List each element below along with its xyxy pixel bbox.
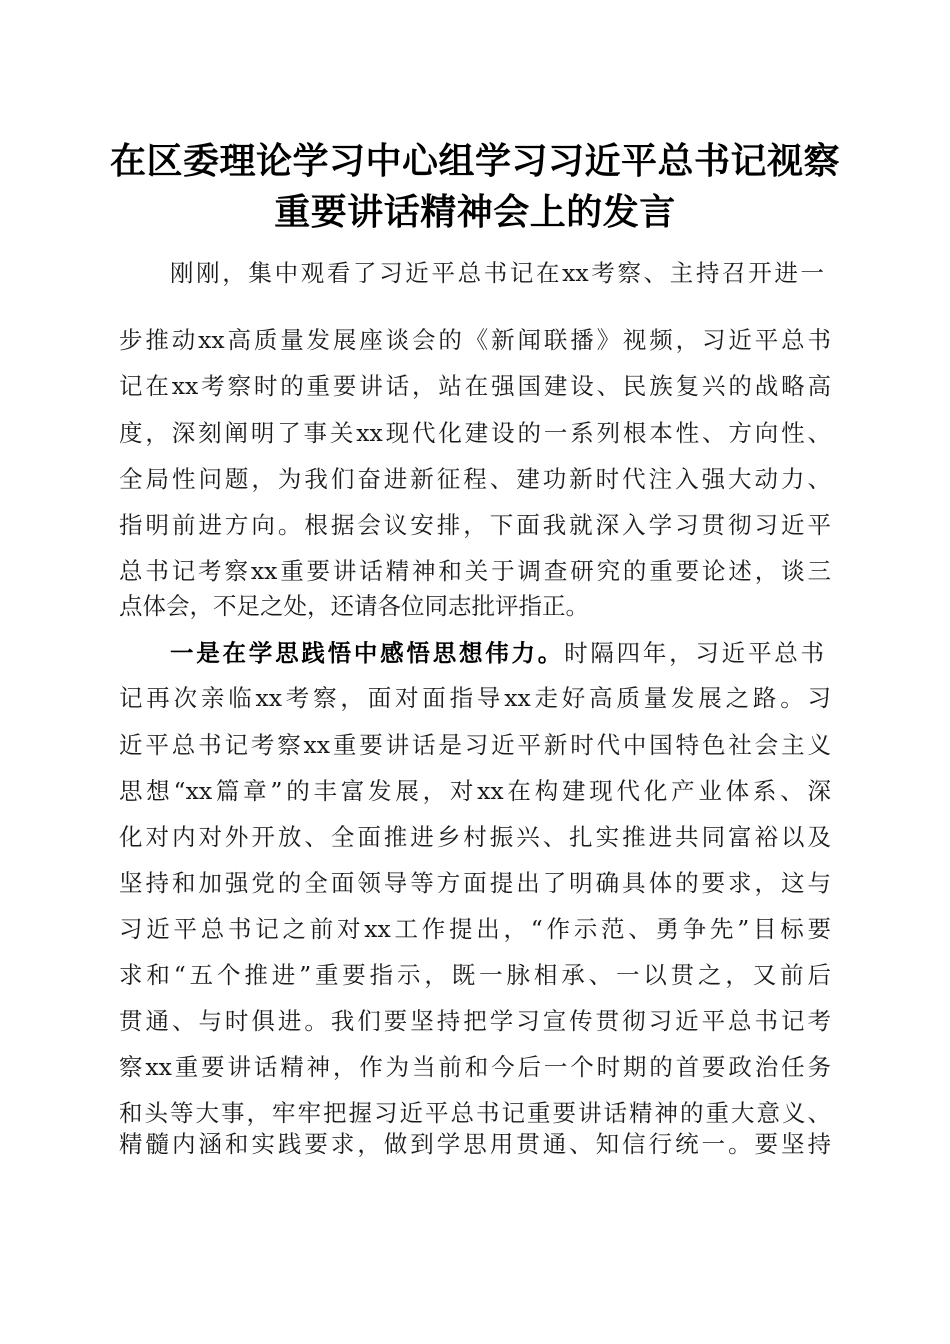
paragraph-1-line-8: 点体会，不足之处，还请各位同志批评指正。	[119, 592, 589, 620]
document-title-line-2: 重要讲话精神会上的发言	[274, 191, 676, 233]
paragraph-2-line-12: 精髓内涵和实践要求，做到学思用贯通、知信行统一。要坚持	[119, 1130, 831, 1158]
paragraph-2-lead-heading: 一是在学思践悟中感悟思想伟力。	[170, 639, 565, 667]
paragraph-1-line-7: 总书记考察xx重要讲话精神和关于调查研究的重要论述，谈三	[119, 557, 831, 585]
paragraph-2-line-4: 思想“xx篇章”的丰富发展，对xx在构建现代化产业体系、深	[119, 777, 831, 805]
paragraph-1-line-1: 刚刚，集中观看了习近平总书记在xx考察、主持召开进一	[170, 259, 824, 287]
paragraph-2-line-11: 和头等大事，牢牢把握习近平总书记重要讲话精神的重大意义、	[119, 1099, 831, 1127]
paragraph-1-line-5: 全局性问题，为我们奋进新征程、建功新时代注入强大动力、	[119, 465, 831, 493]
paragraph-2-line-9: 贯通、与时俱进。我们要坚持把学习宣传贯彻习近平总书记考	[119, 1007, 831, 1035]
paragraph-2-line-5: 化对内对外开放、全面推进乡村振兴、扎实推进共同富裕以及	[119, 823, 831, 851]
paragraph-2-line-1-rest: 时隔四年，习近平总书	[564, 639, 824, 667]
paragraph-2-line-7: 习近平总书记之前对xx工作提出，“作示范、勇争先”目标要	[119, 915, 831, 943]
paragraph-2-line-3: 近平总书记考察xx重要讲话是习近平新时代中国特色社会主义	[119, 731, 831, 759]
paragraph-1-line-3: 记在xx考察时的重要讲话，站在强国建设、民族复兴的战略高	[119, 372, 831, 400]
paragraph-1-line-6: 指明前进方向。根据会议安排，下面我就深入学习贯彻习近平	[119, 511, 831, 539]
document-title-line-1: 在区委理论学习中心组学习习近平总书记视察	[109, 140, 840, 182]
paragraph-1-line-2: 步推动xx高质量发展座谈会的《新闻联播》视频，习近平总书	[119, 326, 831, 354]
paragraph-2-line-6: 坚持和加强党的全面领导等方面提出了明确具体的要求，这与	[119, 869, 831, 897]
paragraph-2-line-10: 察xx重要讲话精神，作为当前和今后一个时期的首要政治任务	[119, 1053, 831, 1081]
paragraph-2-line-2: 记再次亲临xx考察，面对面指导xx走好高质量发展之路。习	[119, 684, 831, 712]
paragraph-2-line-8: 求和“五个推进”重要指示，既一脉相承、一以贯之，又前后	[119, 961, 831, 989]
paragraph-1-line-4: 度，深刻阐明了事关xx现代化建设的一系列根本性、方向性、	[119, 419, 831, 447]
paragraph-2-line-1	[170, 635, 824, 671]
